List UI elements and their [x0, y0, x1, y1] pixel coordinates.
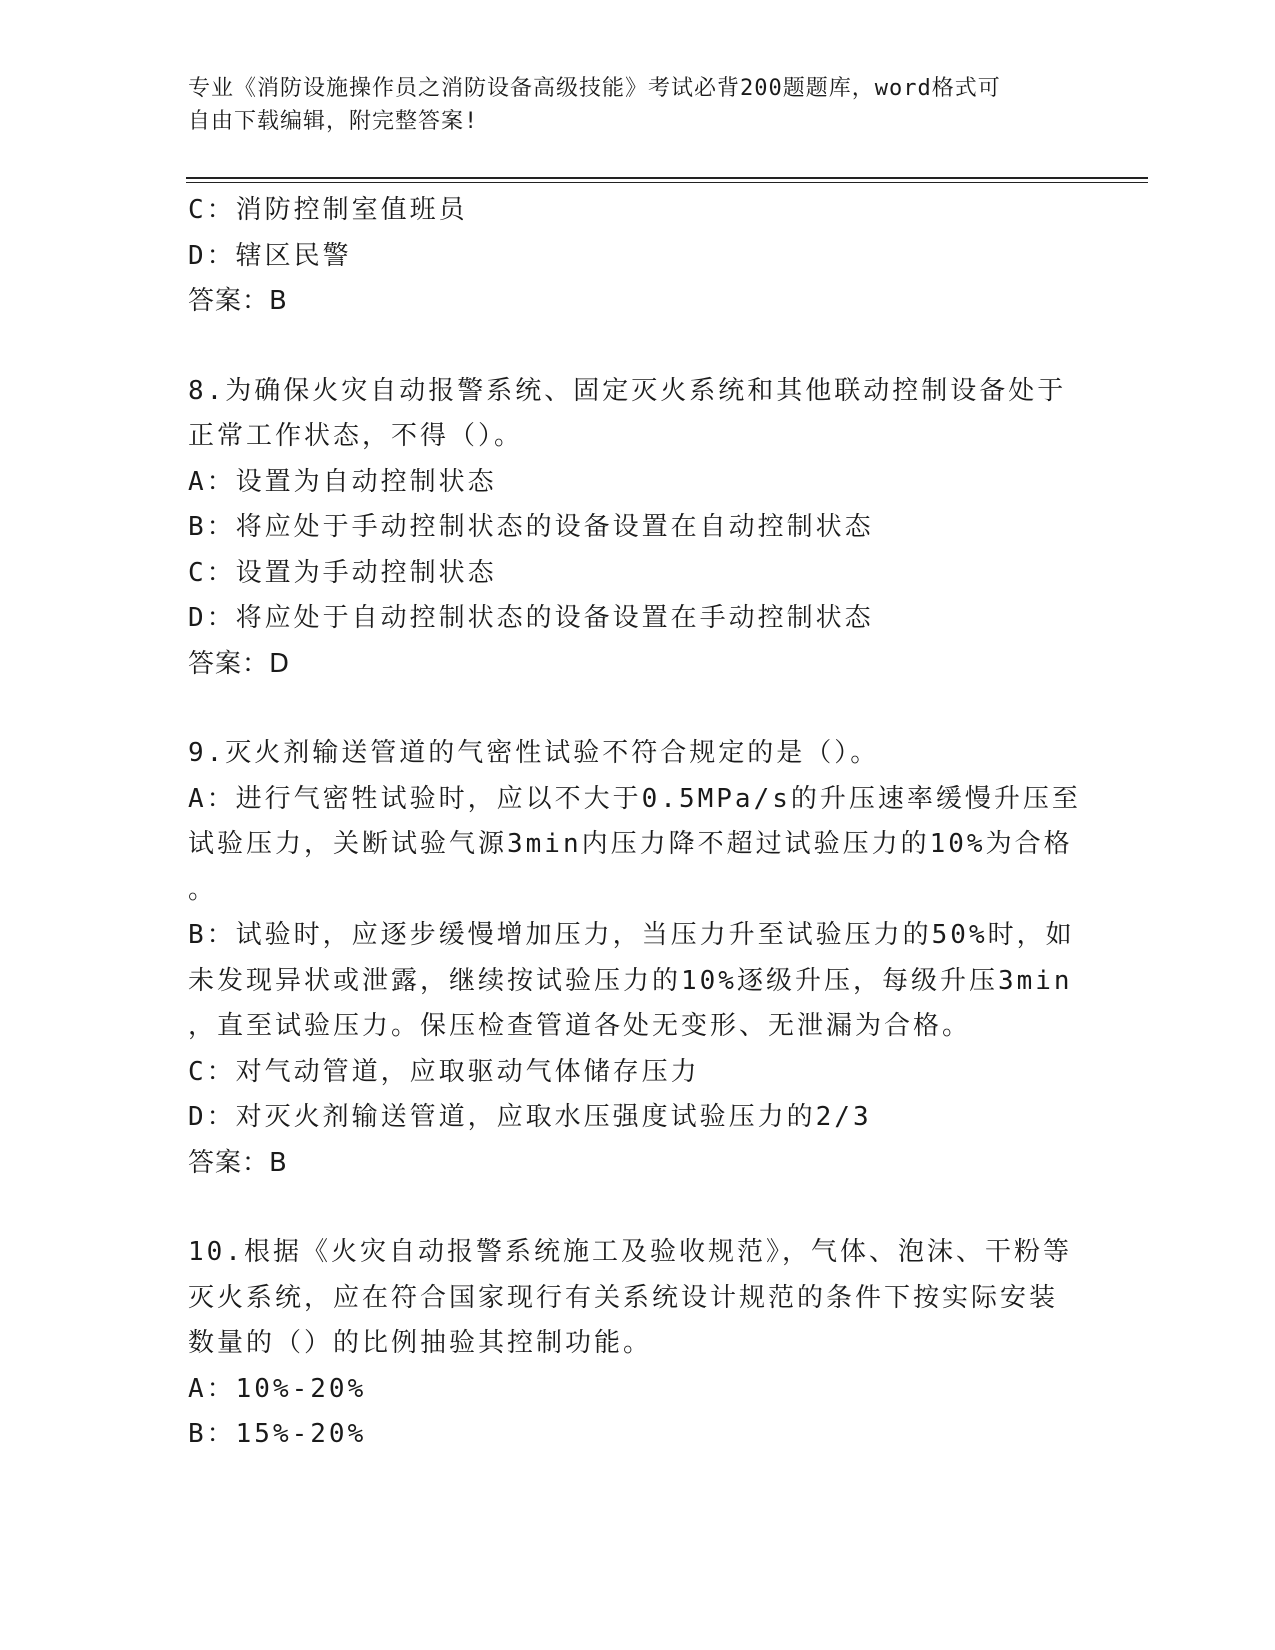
q9-answer: 答案：B [188, 1147, 288, 1178]
spacer [188, 1186, 1088, 1230]
q10-stem-line-3: 数量的（）的比例抽验其控制功能。 [188, 1328, 653, 1358]
q9-stem: 9.灭火剂输送管道的气密性试验不符合规定的是（）。 [188, 738, 880, 768]
q9-option-d: D：对灭火剂输送管道，应取水压强度试验压力的2/3 [188, 1102, 872, 1132]
q10-option-b: B：15%-20% [188, 1419, 367, 1449]
document-header [188, 72, 1068, 138]
q8-answer: 答案：D [188, 648, 291, 679]
spacer [188, 325, 1088, 369]
q7-option-c: C：消防控制室值班员 [188, 195, 468, 225]
header-line-2: 自由下载编辑，附完整答案! [188, 109, 479, 134]
q9-option-a-line-1: A：进行气密牲试验时，应以不大于0.5MPa/s的升压速率缓慢升压至 [188, 783, 1081, 814]
q9-option-b-line-3: ，直至试验压力。保压检查管道各处无变形、无泄漏为合格。 [188, 1011, 972, 1041]
header-line-1: 专业《消防设施操作员之消防设备高级技能》考试必背200题题库，word格式可 [188, 76, 1001, 101]
q8-option-a: A：设置为自动控制状态 [188, 466, 497, 497]
q8-option-c: C：设置为手动控制状态 [188, 557, 497, 588]
q8-option-d: D：将应处于自动控制状态的设备设置在手动控制状态 [188, 603, 874, 633]
q8-option-b: B：将应处于手动控制状态的设备设置在自动控制状态 [188, 512, 874, 542]
q7-answer: 答案：B [188, 286, 288, 316]
q10-stem-line-1: 10.根据《火灾自动报警系统施工及验收规范》，气体、泡沫、干粉等 [188, 1237, 1072, 1267]
question-list [188, 188, 1088, 1458]
q10-option-a: A：10%-20% [188, 1373, 367, 1404]
q9-option-c: C：对气动管道，应取驱动气体储存压力 [188, 1056, 700, 1087]
header-divider [186, 177, 1148, 183]
spacer [188, 687, 1088, 731]
question-10 [188, 1230, 1088, 1458]
q8-stem-line-1: 8.为确保火灾自动报警系统、固定灭火系统和其他联动控制设备处于 [188, 375, 1067, 406]
q10-stem-line-2: 灭火系统，应在符合国家现行有关系统设计规范的条件下按实际安装 [188, 1282, 1059, 1313]
q9-option-a-line-3: 。 [188, 874, 218, 905]
q8-stem-line-2: 正常工作状态，不得（）。 [188, 421, 524, 451]
q9-option-b-line-2: 未发现异状或泄露，继续按试验压力的10%逐级升压，每级升压3min [188, 965, 1073, 996]
q9-option-a-line-2: 试验压力，关断试验气源3min内压力降不超过试验压力的10%为合格 [188, 829, 1073, 859]
q9-option-b-line-1: B：试验时，应逐步缓慢增加压力，当压力升至试验压力的50%时，如 [188, 920, 1075, 950]
question-8 [188, 369, 1088, 688]
question-7 [188, 188, 1088, 325]
question-9 [188, 731, 1088, 1186]
q7-option-d: D：辖区民警 [188, 240, 352, 271]
